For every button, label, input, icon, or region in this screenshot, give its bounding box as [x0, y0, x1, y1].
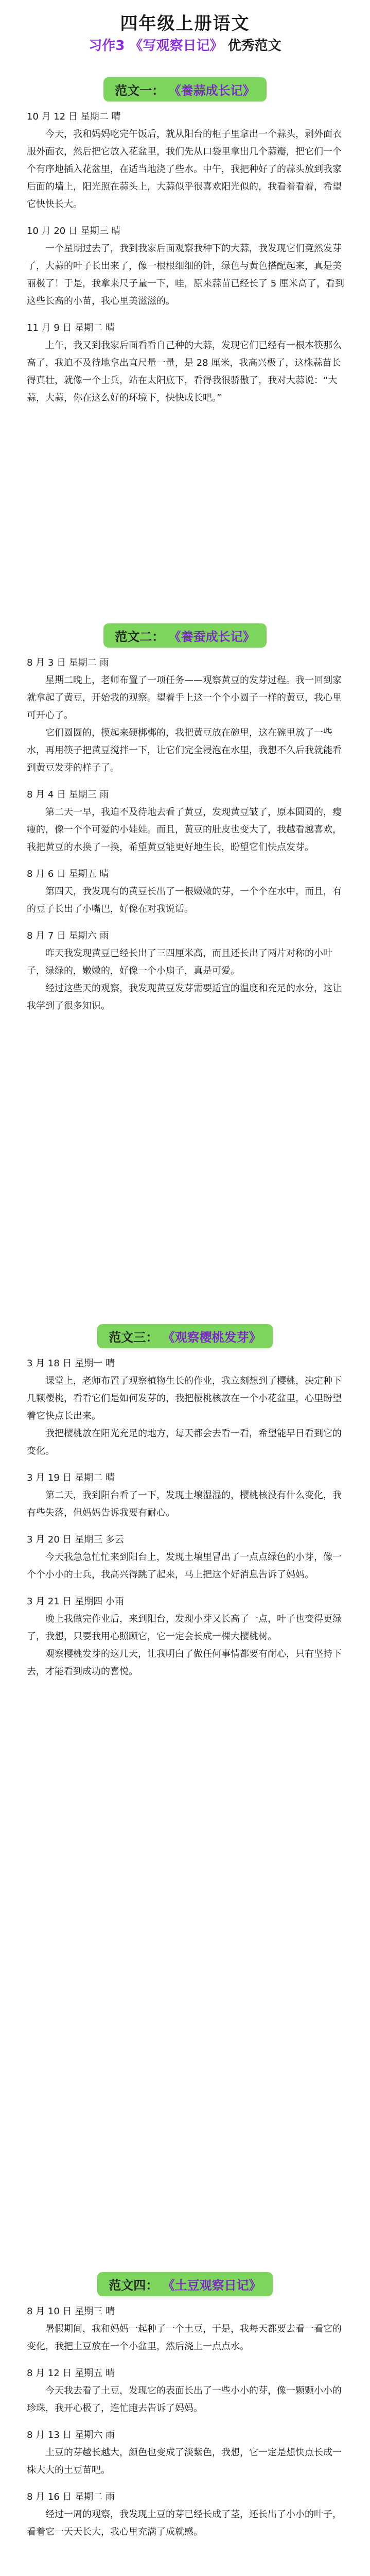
- entry-paragraph: 第二天一早，我迫不及待地去看了黄豆，发现黄豆皱了，原本圆圆的，瘦瘦的，像一个个可爱的小娃娃。而且，黄豆的肚皮也变大了，我越看越喜欢，我把黄豆的水换了一换，希望黄豆能更好地生长，盼望它们快点发芽。: [27, 807, 342, 853]
- section-heading-2: [0, 623, 370, 648]
- spacer: [27, 777, 346, 786]
- entry-paragraph: 第二天，我到阳台看了一下，发现土壤湿湿的，樱桃核没有什么变化，我有些失落，但妈妈告诉我要有耐心。: [27, 1490, 342, 1518]
- entry-date: 8 月 3 日 星期二 雨: [27, 657, 109, 668]
- entry-paragraph: 晚上我做完作业后，来到阳台，发现小芽又长高了一点，叶子也变得更绿了，我想，只要我用心照顾它，它一定会长成一棵大樱桃树。: [27, 1614, 342, 1642]
- page-title: 四年级上册语文: [120, 13, 250, 34]
- entry-date: 3 月 18 日 星期一 晴: [27, 1358, 115, 1369]
- spacer: [27, 310, 346, 319]
- spacer: [27, 2417, 346, 2427]
- spacer: [27, 1522, 346, 1531]
- entry-date: 8 月 12 日 星期五 晴: [27, 2368, 115, 2379]
- entry-date: 8 月 4 日 星期三 雨: [27, 789, 109, 800]
- section-heading-1: [0, 77, 370, 101]
- section-body-4: [27, 2303, 346, 2541]
- entry-paragraph: 暑假期间，我和妈妈一起种了一个土豆，于是，我每天都要去看一看它的变化，我把土豆放在一个小盆里，然后浇上一点点水。: [27, 2324, 342, 2352]
- entry-paragraph: 我把樱桃放在阳光充足的地方，每天都会去看一看，希望能早日看到它的变化。: [27, 1428, 342, 1456]
- spacer: [27, 856, 346, 866]
- section-body-1: [27, 108, 346, 407]
- section-heading-pill: 范文四： 《土豆观察日记》: [97, 2272, 272, 2296]
- entry-paragraph: 土豆的芽越长越大，颜色也变成了淡紫色，我想，它一定是想快点长成一株大大的土豆苗吧。: [27, 2447, 342, 2476]
- entry-paragraph: 它们圆圆的，摸起来硬梆梆的，我把黄豆放在碗里，这在碗里放了一些水，再用筷子把黄豆搅拌一下，让它们完全浸泡在水里，我想不久后我就能看到黄豆发芽的样子了。: [27, 727, 342, 773]
- subtitle-prefix: 习作3: [89, 38, 125, 54]
- entry-date: 3 月 21 日 星期四 小雨: [27, 1596, 124, 1607]
- spacer: [27, 918, 346, 927]
- section-heading-pill: 范文二： 《養蚕成长记》: [103, 623, 266, 648]
- section-heading-3: [0, 1324, 370, 1348]
- entry-paragraph: 星期二晚上，老师布置了一项任务——观察黄豆的发芽过程。我一回到家就拿起了黄豆，开始我的观察。望着手上这一个个小圆子一样的黄豆，我心里可开心了。: [27, 675, 342, 721]
- entry-paragraph: 一个星期过去了，我到我家后面观察我种下的大蒜，我发现它们竟然发芽了，大蒜的叶子长出来了，像一根根细细的针，绿色与黄色搭配起来，真是美丽极了！于是，我拿来尺子量一下，哇，原来蒜苗已经长了 5 厘米高了，看到这些长高的小苗，我心里美滋滋的。: [27, 243, 344, 307]
- entry-paragraph: 上午，我又到我家后面看看自己种的大蒜，发现它们已经有一根本筷那么高了，我迫不及待地拿出直尺量一量，是 28 厘米，我高兴极了，这株蒜苗长得真壮，就像一个士兵，站在太阳底下，看得我很骄傲了，我对大蒜说：“大蒜，大蒜，你在这么好的环境下，快快成长吧。”: [27, 340, 342, 403]
- section-body-2: [27, 654, 346, 1015]
- section-heading-4: [0, 2272, 370, 2296]
- spacer: [27, 1584, 346, 1593]
- entry-paragraph: 昨天我发现黄豆已经长出了三四厘米高，而且还长出了两片对称的小叶子，绿绿的，嫩嫩的，好像一个小扇子，真是可爱。: [27, 948, 332, 976]
- entry-paragraph: 今天，我和妈妈吃完午饭后，就从阳台的柜子里拿出一个蒜头，剥外面衣服外面衣，然后把它放入花盆里，我们先从口袋里拿出几个蒜瓣，把它们一个个有序地插入花盆里，在适当地浇了些水。中午，我把种好了的蒜头放到我家后面的墙上，阳光照在蒜头上，大蒜似乎很喜欢阳光似的，我看着看着，希望它快快长大。: [27, 129, 342, 210]
- subtitle-suffix: 优秀范文: [227, 38, 281, 54]
- entry-date: 8 月 16 日 星期二 雨: [27, 2492, 115, 2502]
- entry-paragraph: 课堂上，老师布置了观察植物生长的作业，我立刻想到了樱桃，决定种下几颗樱桃，看看它们是如何发芽的，我把樱桃核放在一个小花盆里，心里盼望着它快点长出来。: [27, 1376, 342, 1421]
- spacer: [27, 2355, 346, 2365]
- spacer: [27, 2479, 346, 2488]
- entry-paragraph: 经过一周的观察，我发现土豆的芽已经长成了茎，还长出了小小的叶子，看着它一天天长大，我心里充满了成就感。: [27, 2509, 342, 2537]
- page-subtitle: [0, 35, 370, 54]
- entry-paragraph: 观察樱桃发芽的这几天，让我明白了做任何事情都要有耐心，只有坚持下去，才能看到成功的喜悦。: [27, 1649, 342, 1677]
- entry-date: 10 月 20 日 星期三 晴: [27, 226, 121, 236]
- spacer: [27, 213, 346, 223]
- section-heading-pill: 范文三： 《观察樱桃发芽》: [97, 1324, 272, 1348]
- entry-paragraph: 今天我去看了土豆，发现它的表面长出了一些小小的芽，像一颗颗小小的珍珠，我开心极了，连忙跑去告诉了妈妈。: [27, 2385, 342, 2414]
- section-body-3: [27, 1355, 346, 1681]
- section-heading-pill: 范文一： 《養蒜成长记》: [103, 77, 266, 101]
- entry-date: 8 月 6 日 星期五 晴: [27, 869, 109, 879]
- entry-paragraph: 今天我急急忙忙来到阳台上，发现土壤里冒出了一点点绿色的小芽，像一个个小小的士兵，我高兴得跳了起来，马上把这个好消息告诉了妈妈。: [27, 1552, 342, 1580]
- subtitle-quote: 《写观察日记》: [129, 38, 223, 54]
- entry-paragraph: 经过这些天的观察，我发现黄豆发芽需要适宜的温度和充足的水分，这让我学到了很多知识。: [27, 983, 342, 1011]
- entry-date: 11 月 9 日 星期二 晴: [27, 323, 115, 333]
- entry-date: 3 月 20 日 星期三 多云: [27, 1534, 124, 1545]
- entry-date: 8 月 7 日 星期六 雨: [27, 930, 109, 941]
- entry-date: 3 月 19 日 星期二 晴: [27, 1472, 115, 1483]
- entry-paragraph: 第四天，我发现有的黄豆长出了一根嫩嫩的芽，一个个在水中，而且，有的豆子长出了小嘴巴，好像在对我说话。: [27, 886, 342, 914]
- entry-date: 8 月 13 日 星期六 雨: [27, 2430, 115, 2441]
- entry-date: 8 月 10 日 星期三 晴: [27, 2306, 115, 2317]
- entry-date: 10 月 12 日 星期二 晴: [27, 111, 121, 122]
- spacer: [27, 1460, 346, 1469]
